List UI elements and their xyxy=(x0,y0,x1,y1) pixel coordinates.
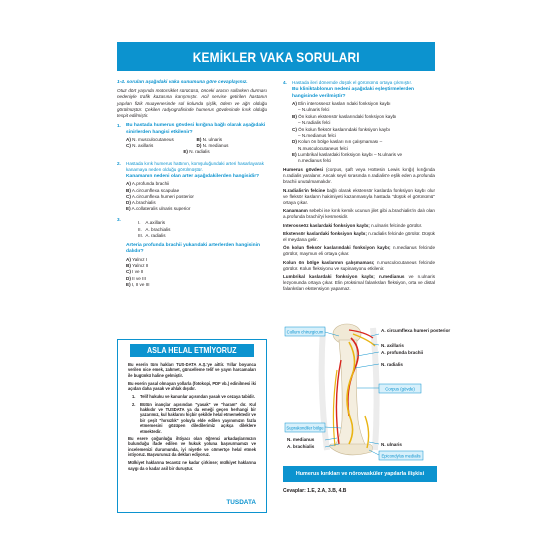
option-e[interactable]: E) N. radialis xyxy=(183,149,210,155)
label-a-profunda: A. profunda brachii xyxy=(381,350,424,355)
warning-title-bar xyxy=(130,344,254,357)
option-b[interactable]: B) N. ulnaris xyxy=(196,137,223,143)
option-c[interactable]: C) I ve II xyxy=(126,269,144,275)
option-b[interactable]: B) Yalnız II xyxy=(126,263,149,269)
option-d[interactable]: D) A.brachialis xyxy=(126,200,156,206)
humerus-illustration xyxy=(283,320,451,463)
explanation-paragraph: Humerus gövdesi (corpus, şaft veya Hottesin Lewis kırığı) kırığında n.radialis yaralanır. Ancak seyri sırasında n.radialis'e eşlik eden a.profunda brachii unutulmamalıdır. xyxy=(283,167,435,185)
roman-item: II. A. brachialis xyxy=(138,226,171,232)
question-preamble: Hastada kırık humerus hattının, komşuluğundaki arteri hasarlayarak kanamaya neden olduğu görülmüştür. xyxy=(126,160,264,172)
label-epicondylus: Epicondylus medialis xyxy=(381,453,421,459)
question-stem: Bu hastada humerus gövdesi kırığına bağlı olarak aşağıdaki sinirlerden hangisi etkilenir? xyxy=(126,123,266,135)
label-n-medianus: N. medianus xyxy=(287,437,315,442)
copyright-warning-box xyxy=(117,339,267,513)
question-stem: Bu kliniktablonun nedeni aşağıdaki eşleştirmelerden hangisinde verilmiştir? xyxy=(292,87,415,99)
roman-item: III. A. radialis xyxy=(138,232,166,238)
option-b[interactable]: B) A.circumflexa scapulae xyxy=(126,187,180,193)
warning-list-item: 2. Bütün inançlar açısından "yasak" ve "haram" dır. Kul hakkıdır ve TUSDATA ya da emeği geçen herhangi bir yazarımız, kul haklarını hiçbir şekilde helal etmemektedir ve bir çeşit "hırsızlık" yoluyla elde edilen yayınımızın fazla etmemesini gözüpen diledilerimiz açıkça dileklere etmektedir. xyxy=(132,401,256,434)
explanation-paragraph: Lumbrikal kaslardaki fonksiyon kaybı; n.medianus ve n.ulnaris lezyonunda ortaya çıkar. Elin proksimal falanksları fleksiyon, orta ve distal falanksları ekstensiyon yapamaz. xyxy=(283,274,435,292)
option-c[interactable]: C) A.circumflexa humeri posterior xyxy=(126,193,194,199)
intro-body: Otuz dört yaşında motorsiklet sürücüsü, önceki aracın sollarken durması nedeniyle trafik kazasına karışmıştır. Acil servise getirilen hastanın yapılan fizik muayenesinde sol kolunda şişlik, ödem ve ağrı olduğu görülmüştür. Çekilen radyografisinde humerus gövdesinde kırık olduğu tespit edilmiştir. xyxy=(117,88,267,119)
option-e[interactable]: E) I, II ve III xyxy=(126,281,150,287)
question-number: 4. xyxy=(283,80,287,85)
right-column xyxy=(283,80,435,293)
option-a[interactable]: A) Elin interosseoz kasları ndaki fonksiyon kaybı – N.ulnaris felci xyxy=(292,101,391,113)
label-n-ulnaris: N. ulnaris xyxy=(381,442,402,447)
label-circumflexa: A. circumflexa humeri posterior xyxy=(381,328,451,333)
option-b[interactable]: B) Ön kolun ekstensör kaslarındaki fonksiyon kaybı – N.radialis felci xyxy=(292,113,397,126)
option-d[interactable]: D) Kolun ön bölge kasları nın çalışmaması – N.musculocutaneus felci xyxy=(292,139,383,151)
question-number: 1. xyxy=(117,123,121,129)
question-number: 3. xyxy=(117,217,121,223)
warning-paragraph: Mülkiyet haklarına tecavüz ne kadar çirkinse; mülkiyet haklarına saygı da o kadar asil bir duruştur. xyxy=(128,460,256,471)
label-n-radialis: N. radialis xyxy=(381,362,403,367)
humerus-figure xyxy=(283,320,451,463)
page-title-banner xyxy=(117,42,435,71)
option-d[interactable]: D) II ve III xyxy=(126,275,146,281)
option-c[interactable]: C) N. axillaris xyxy=(126,143,154,149)
option-a[interactable]: A) N. musculocutaneus xyxy=(126,137,174,143)
warning-paragraph: Bu esere çoğunluğu ihtiyacı olan öğrenci arkadaşlarımızın bulunduğu ifade edilen ve hukuk yoluna başvurmamızı ve incelemenizi durumunda, iyi niyetle ve cömertçe helal etmek istiyoruz. Başvurunuz da dekları ediyoruz. xyxy=(128,436,256,458)
warning-paragraph: Bu eserin tüm hakları TUS-DATA A.Ş.'ye aittir. Yıllar boyunca verilen nice emek, zahmet, güncelleme telif ve yayın harcamaları ile bugünkü haline gelmiştir. xyxy=(128,362,256,378)
option-c[interactable]: C) Ön kolun fleksör kaslarındaki fonksiyon kaybı – N.medianus felci xyxy=(292,126,391,138)
explanation-paragraph: Kolun ön bölge kaslarının çalışmaması; n.musculocutaneus felcinde görülür. Kolun fleksiyonu ve supinasyonu etkilenir. xyxy=(283,259,435,271)
label-n-axillaris: N. axillaris xyxy=(381,343,404,348)
option-a[interactable]: A) Yalnız I xyxy=(126,256,148,262)
figure-caption: Humerus kırıkları ve nörovasküler yapılarla ilişkisi xyxy=(283,466,437,482)
option-a[interactable]: A) A.profunda brachii xyxy=(126,181,170,187)
question-stem: Arteria profunda brachii yukarıdaki arterlerden hangisinin dalıdır? xyxy=(126,243,260,255)
label-collum-chirurgicum: Collum chirurgicum xyxy=(286,329,324,335)
warning-title: ASLA HELAL ETMİYORUZ xyxy=(147,346,237,355)
option-d[interactable]: D) N. medianus xyxy=(196,143,229,149)
question-1 xyxy=(117,123,267,155)
option-e[interactable]: E) A.collateralis ulnaris superior xyxy=(126,206,191,212)
question-number: 2. xyxy=(117,160,121,166)
question-2 xyxy=(117,161,267,213)
answer-key: Cevaplar: 1.E, 2.A, 3.B, 4.B xyxy=(283,488,347,494)
option-e[interactable]: E) Lumbrikal kaslardaki fonksiyon kaybı – N.ulnaris ve n.medianus felci xyxy=(292,152,403,164)
label-corpus: Corpus (gövde) xyxy=(385,386,415,392)
warning-list-item: 1. Telif hukuku ve kanunlar açısından yasak ve cezaya tabidir. xyxy=(132,394,256,400)
explanation-paragraph: Kanamanın sebebi ise kırık kemik ucunun jilet gibi a.brachialis'in dalı olan a.profunda brachii'yi kesmesidir. xyxy=(283,208,435,220)
intro-heading: 1-4. soruları aşağıdaki vaka sunumuna göre cevaplayınız. xyxy=(117,80,248,85)
question-preamble: Hastada ileri dönemde düşük el görünümü ortaya çıkmıştır. xyxy=(292,80,413,85)
explanation-paragraph: Ön kolun fleksör kaslarındaki fonksiyon kaybı; n.medianus felcinde görülür, maymun eli ortaya çıkar. xyxy=(283,245,435,257)
question-stem: Kanamanın nedeni olan arter aşağıdakilerden hangisidir? xyxy=(126,174,260,180)
warning-paragraph: Bu eserin yasal olmayan yollarla (fotokopi, PDF vb.) edinilmesi iki açıdan daha yasak ve ahlak dışıdır. xyxy=(128,380,256,392)
page-title: KEMİKLER VAKA SORULARI xyxy=(192,48,360,65)
explanation xyxy=(283,167,435,293)
explanation-paragraph: N.radialis'in felcine bağlı olarak ekstensör kaslarda fonksiyon kaybı olur ve fleksör kasların hakimiyeti kazanmasıyla hastada "düşük el görünümü" ortaya çıkar. xyxy=(283,187,436,206)
question-3 xyxy=(117,217,267,287)
question-4 xyxy=(283,80,435,165)
roman-item: I. A.axillaris xyxy=(138,220,166,226)
label-a-brachialis: A. brachialis xyxy=(287,444,315,449)
tusdata-logo: TUSDATA xyxy=(226,499,256,506)
label-suprakondiler: Suprakondiler bölge xyxy=(286,425,324,431)
left-column xyxy=(117,80,267,288)
explanation-paragraph: Interosseöz kaslardaki fonksiyon kaybı; n.ulnaris felcinde görülür. xyxy=(283,222,423,228)
explanation-paragraph: Ekstensör kaslardaki fonksiyon kaybı; n.radialis felcinde görülür. Düşük el meydana gelir. xyxy=(283,230,435,243)
